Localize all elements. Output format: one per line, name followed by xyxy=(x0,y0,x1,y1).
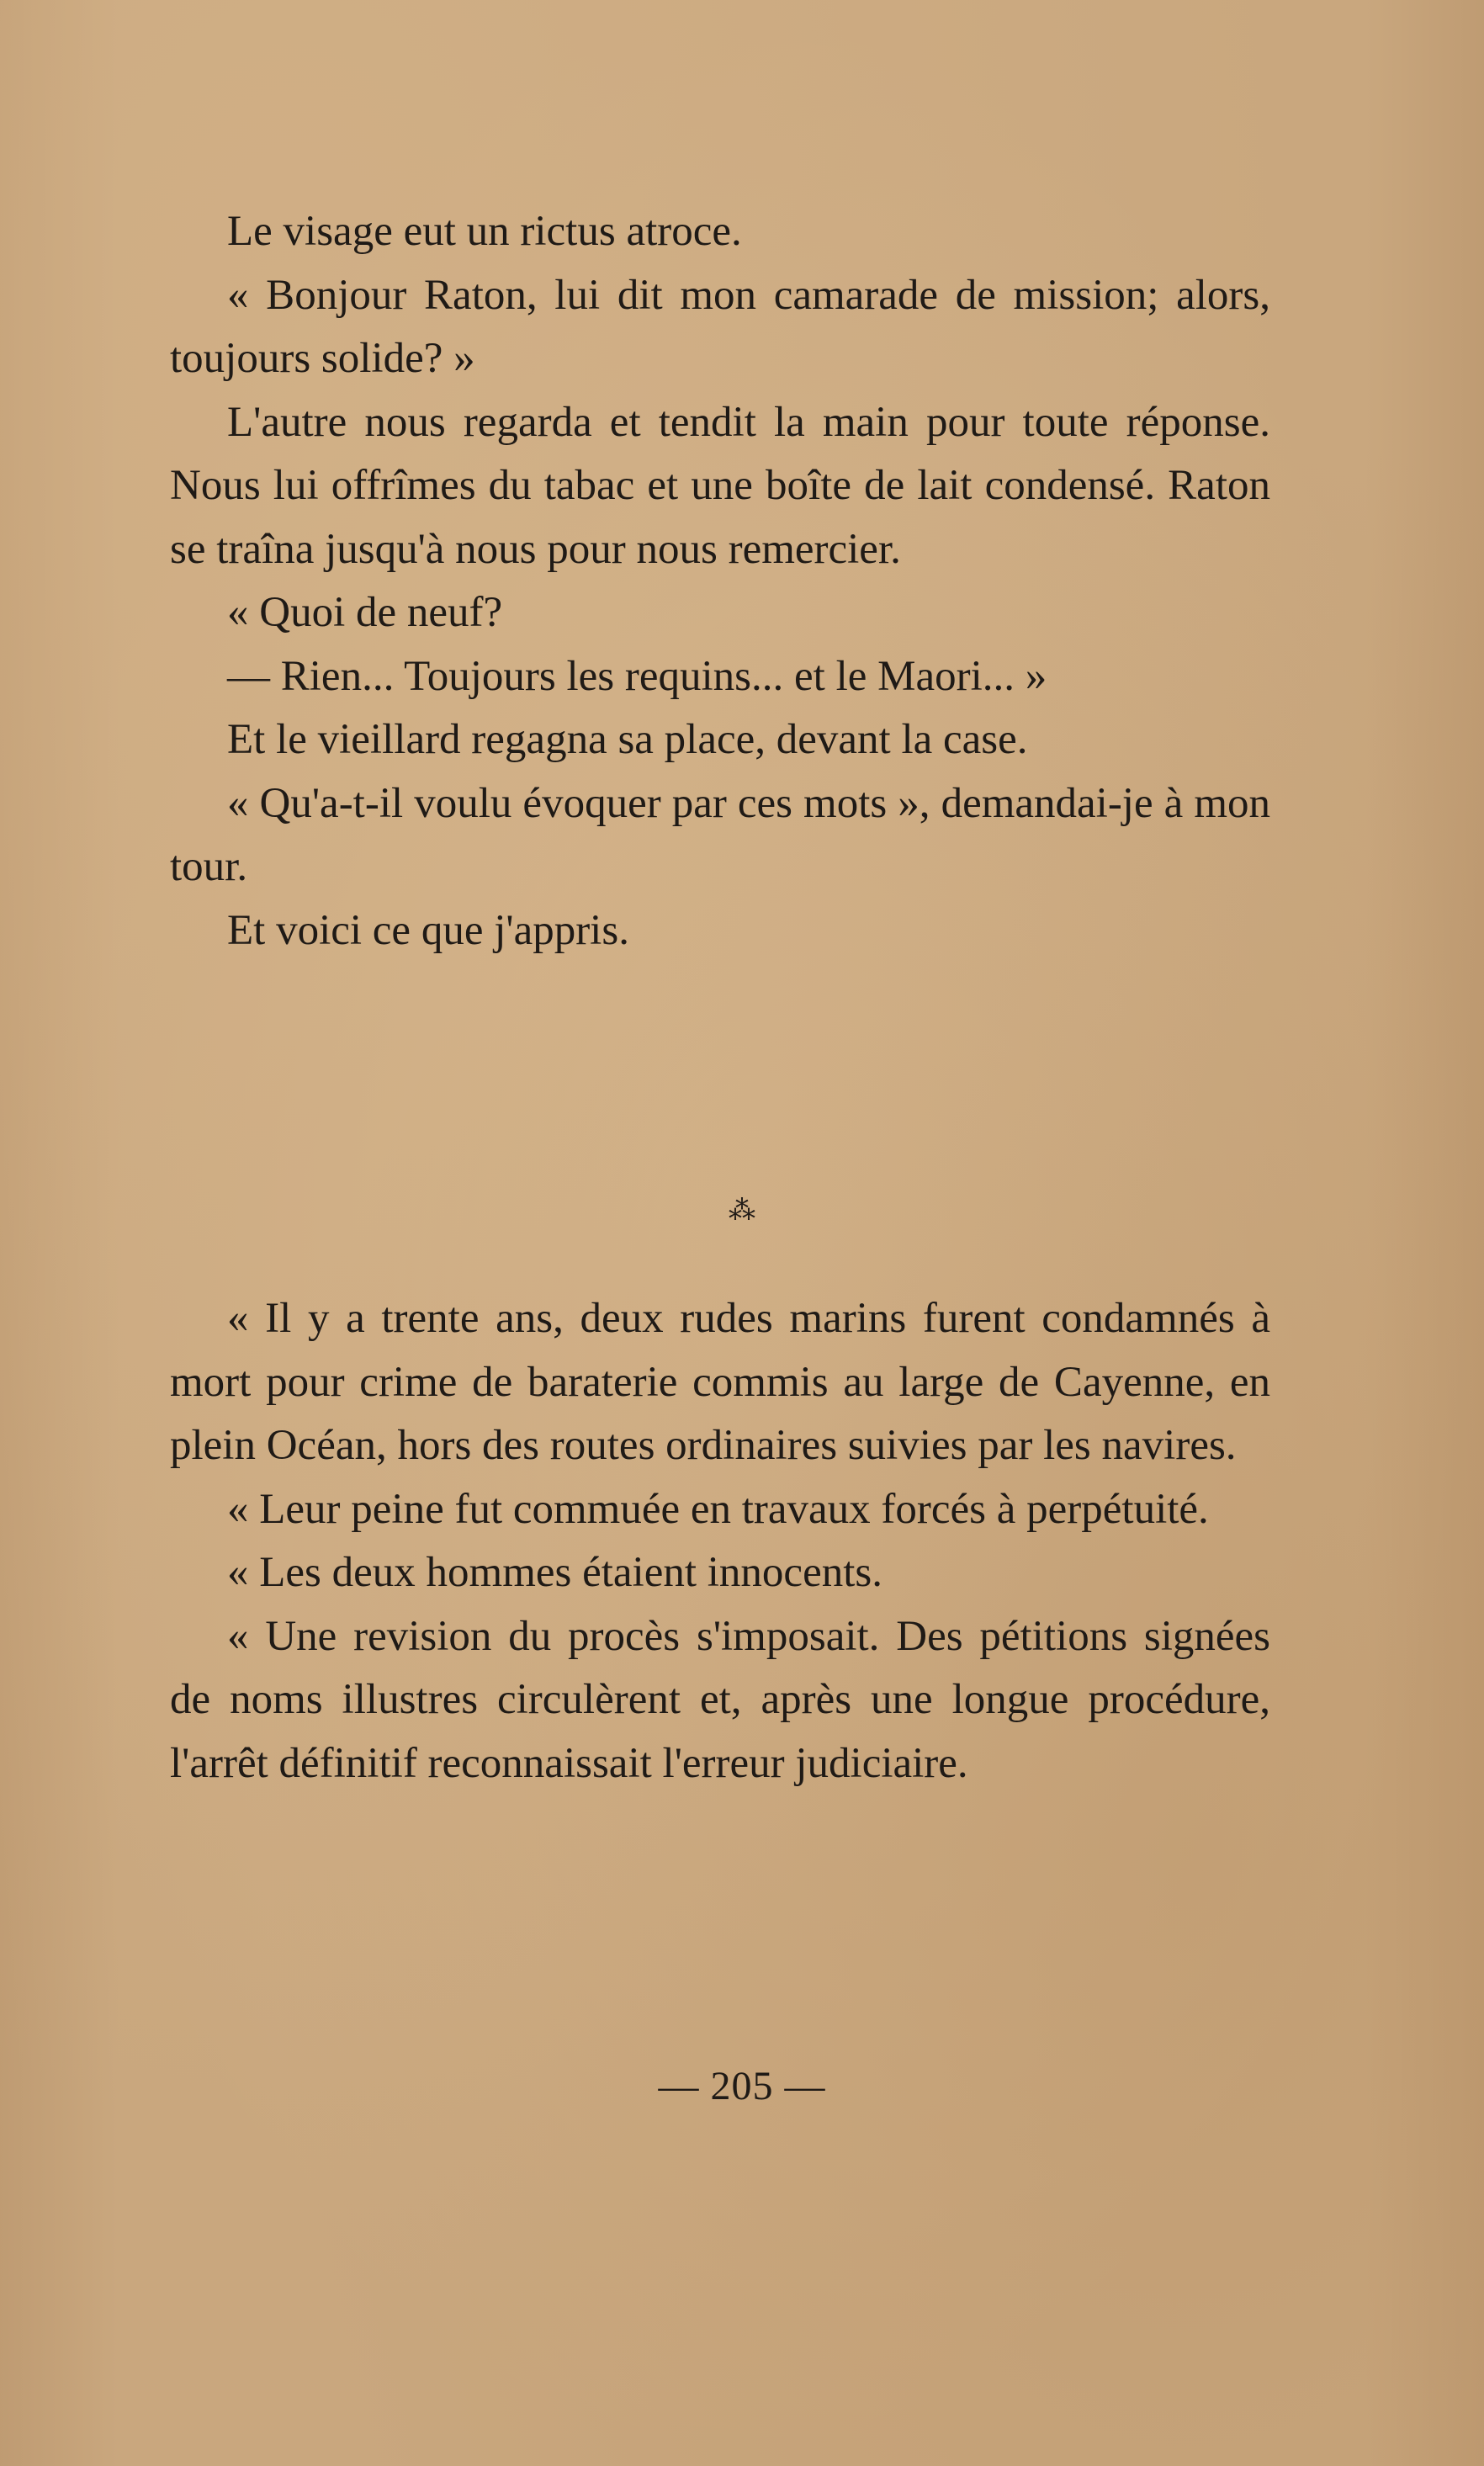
asterism-separator: ⁂ xyxy=(729,1195,755,1225)
paragraph-11: « Les deux hommes étaient innocents. xyxy=(227,1549,882,1596)
page-number: — 205 — xyxy=(658,2064,826,2108)
paragraph-2: « Bonjour Raton, lui dit mon camarade de mission; alors, toujours solide? » xyxy=(170,271,1270,382)
paragraph-3: L'autre nous regarda et tendit la main pour toute réponse. Nous lui offrîmes du tabac et une boîte de lait condensé. Raton se traîna jusqu'à nous pour nous remercier. xyxy=(170,398,1270,573)
paragraph-8: Et voici ce que j'appris. xyxy=(227,906,629,954)
paragraph-6: Et le vieillard regagna sa place, devant la case. xyxy=(227,716,1028,763)
paragraph-9: « Il y a trente ans, deux rudes marins furent condamnés à mort pour crime de baraterie commis au large de Cayenne, en plein Océan, hors des routes ordinaires suivies par les navires. xyxy=(170,1295,1270,1469)
paragraph-4: « Quoi de neuf? xyxy=(227,589,503,636)
text-section-1 xyxy=(170,200,1270,963)
paragraph-1: Le visage eut un rictus atroce. xyxy=(227,208,742,255)
paragraph-5: — Rien... Toujours les requins... et le Maori... » xyxy=(227,652,1047,700)
paragraph-12: « Une revision du procès s'imposait. Des pétitions signées de noms illustres circulèrent et, après une longue procédure, l'arrêt définitif reconnaissait l'erreur judiciaire. xyxy=(170,1612,1270,1787)
text-section-2 xyxy=(170,1287,1270,1795)
paragraph-10: « Leur peine fut commuée en travaux forcés à perpétuité. xyxy=(227,1485,1209,1533)
paragraph-7: « Qu'a-t-il voulu évoquer par ces mots », demandai-je à mon tour. xyxy=(170,779,1270,890)
